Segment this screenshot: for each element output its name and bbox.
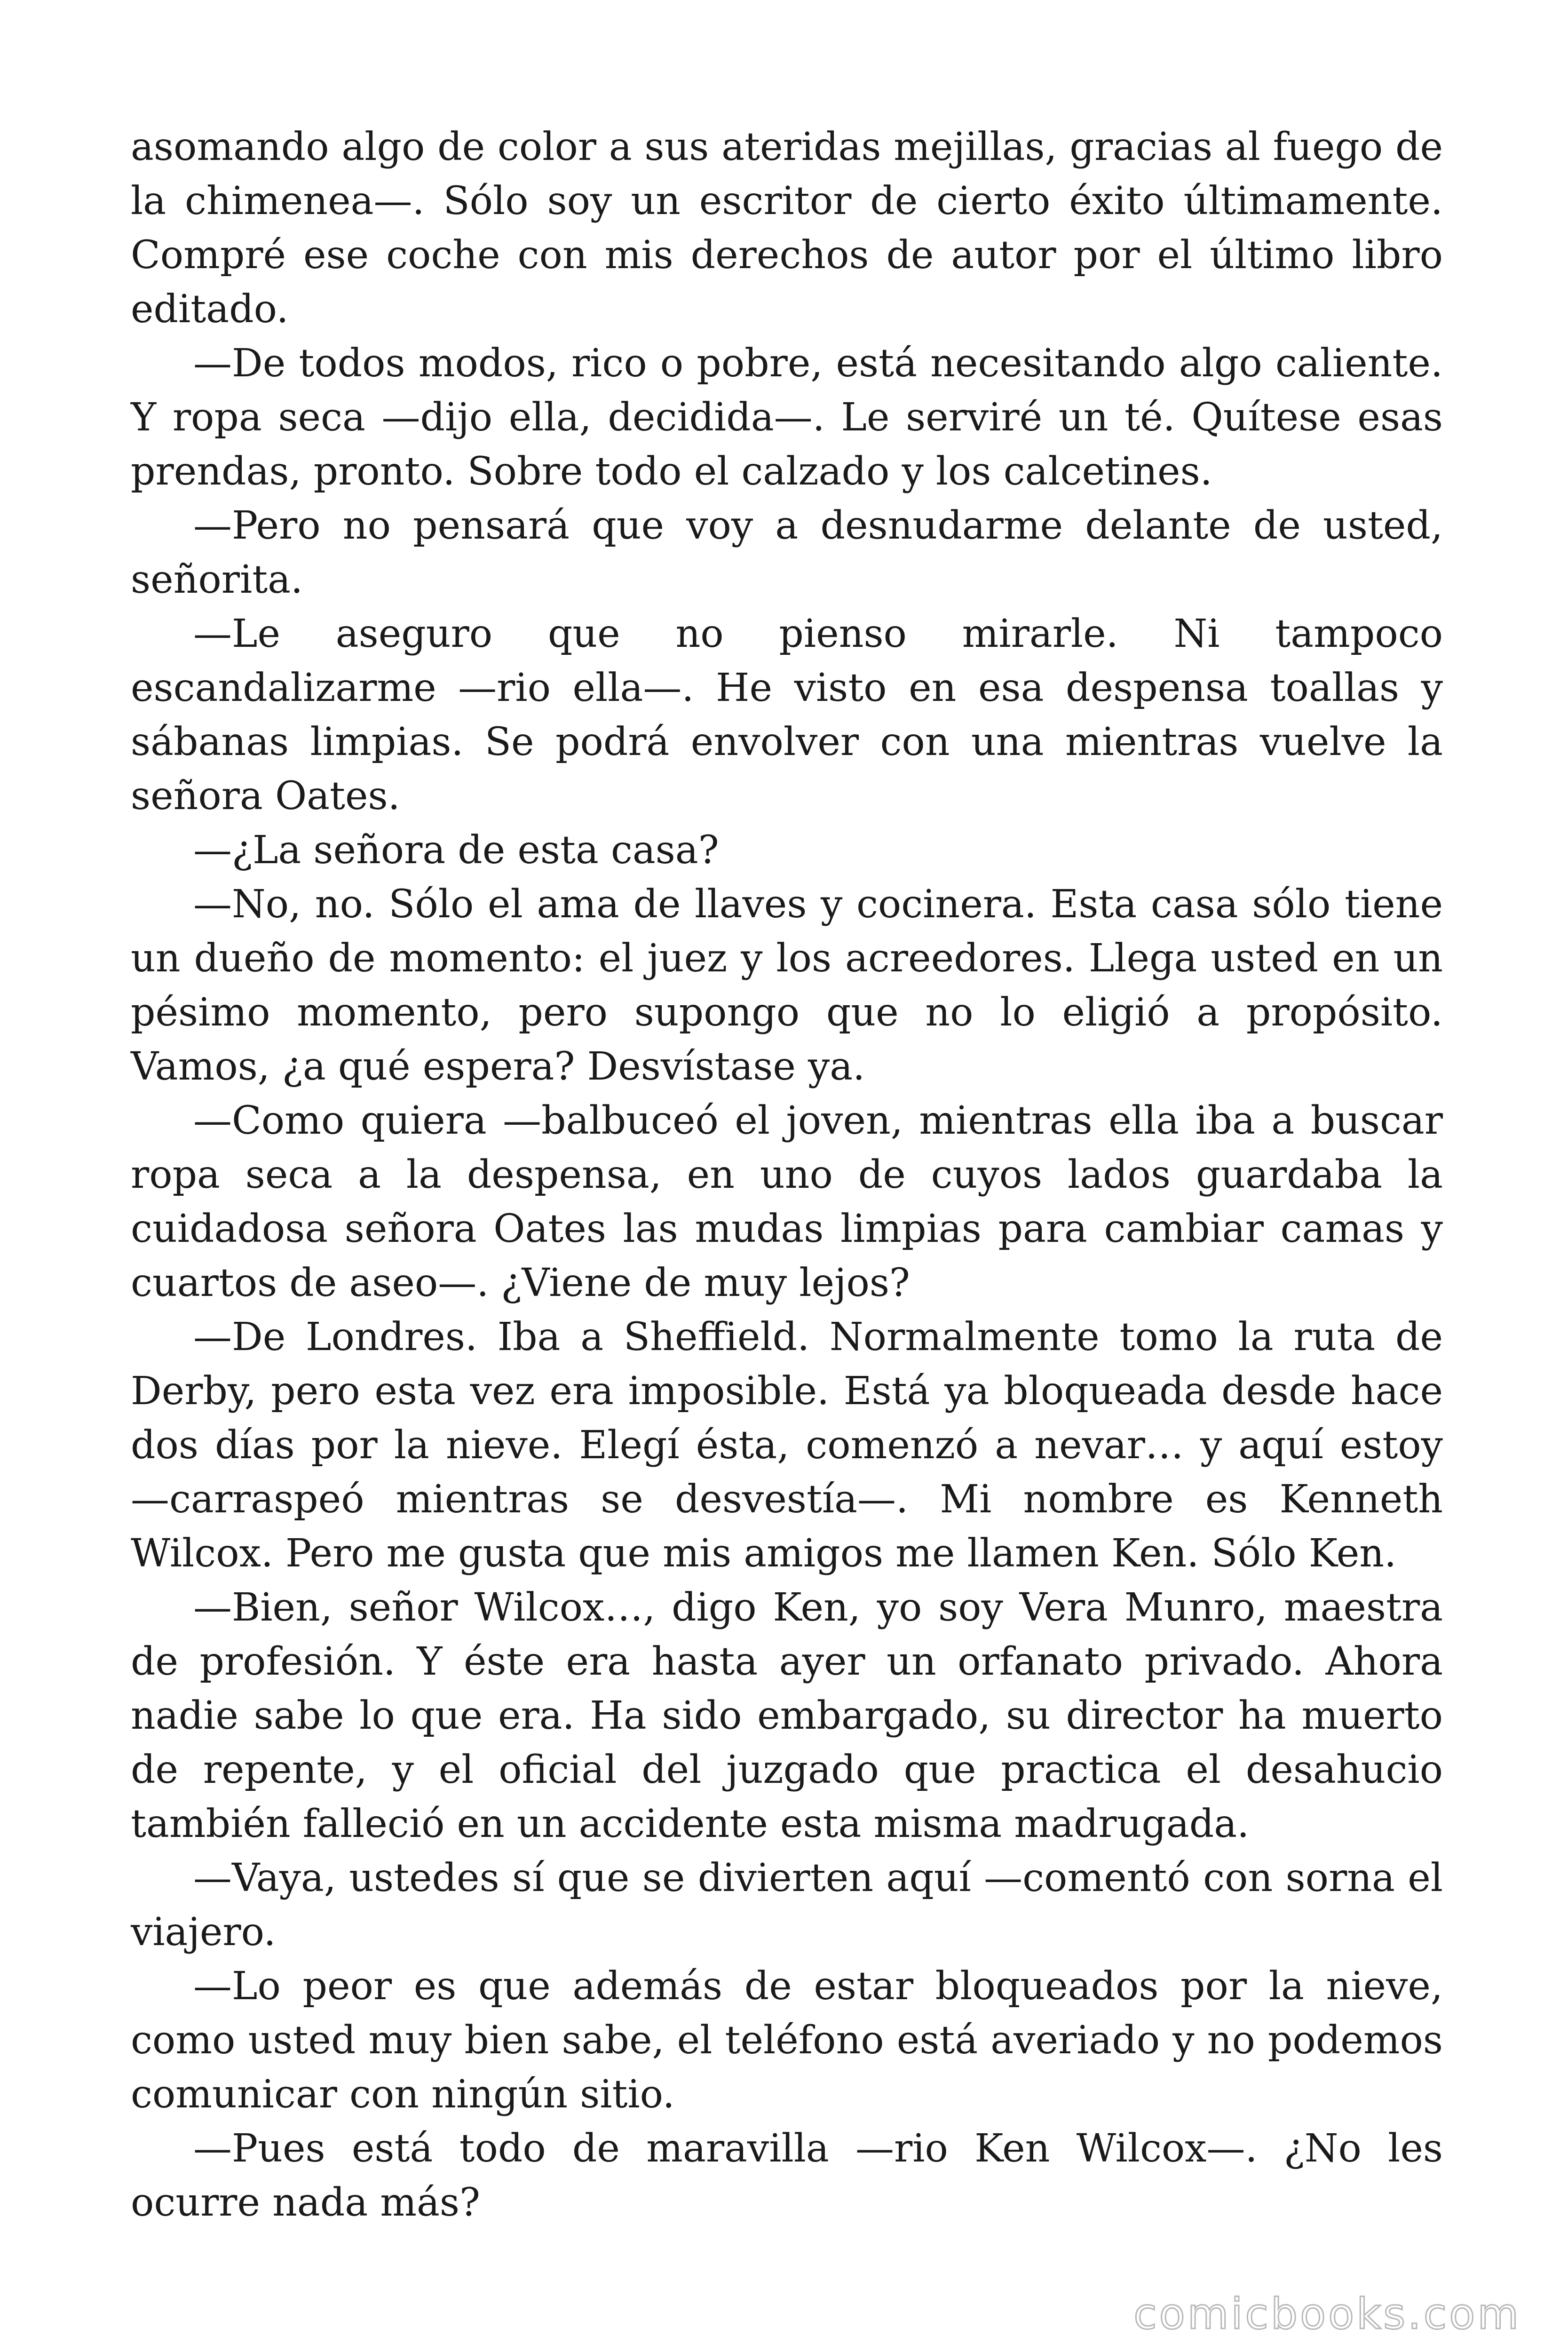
paragraph: —Bien, señor Wilcox…, digo Ken, yo soy Vera Munro, maestra de profesión. Y éste era hasta ayer un orfanato privado. Ahora nadie sabe lo que era. Ha sido embargado, su director ha muerto de repente, y el oficial del juzgado que practica el desahucio también falleció en un accidente esta misma madrugada. [131, 1585, 1443, 1846]
paragraph: —Lo peor es que además de estar bloqueados por la nieve, como usted muy bien sabe, el teléfono está averiado y no podemos comunicar con ningún sitio. [131, 1964, 1443, 2117]
paragraph: asomando algo de color a sus ateridas mejillas, gracias al fuego de la chimenea—. Sólo soy un escritor de cierto éxito últimamente. Compré ese coche con mis derechos de autor por el último libro editado. [131, 125, 1443, 332]
book-page-text [131, 120, 1443, 2230]
paragraph: —De Londres. Iba a Sheffield. Normalmente tomo la ruta de Derby, pero esta vez era imposible. Está ya bloqueada desde hace dos días por la nieve. Elegí ésta, comenzó a nevar… y aquí estoy —carraspeó mientras se desvestía—. Mi nombre es Kenneth Wilcox. Pero me gusta que mis amigos me llamen Ken. Sólo Ken. [131, 1315, 1443, 1576]
paragraph: —¿La señora de esta casa? [193, 828, 719, 873]
paragraph: —Vaya, ustedes sí que se divierten aquí —comentó con sorna el viajero. [131, 1856, 1443, 1955]
paragraph: —No, no. Sólo el ama de llaves y cocinera. Esta casa sólo tiene un dueño de momento: el juez y los acreedores. Llega usted en un pésimo momento, pero supongo que no lo eligió a propósito. Vamos, ¿a qué espera? Desvístase ya. [131, 882, 1443, 1089]
paragraph: —De todos modos, rico o pobre, está necesitando algo caliente. Y ropa seca —dijo ella, decidida—. Le serviré un té. Quítese esas prendas, pronto. Sobre todo el calzado y los calcetines. [131, 341, 1443, 494]
paragraph: —Pero no pensará que voy a desnudarme delante de usted, señorita. [131, 503, 1443, 602]
paragraph: —Le aseguro que no pienso mirarle. Ni tampoco escandalizarme —rio ella—. He visto en esa despensa toallas y sábanas limpias. Se podrá envolver con una mientras vuelve la señora Oates. [131, 612, 1443, 818]
watermark: comicbooks.com [1133, 2289, 1521, 2339]
paragraph: —Pues está todo de maravilla —rio Ken Wilcox—. ¿No les ocurre nada más? [131, 2126, 1443, 2225]
paragraph: —Como quiera —balbuceó el joven, mientras ella iba a buscar ropa seca a la despensa, en uno de cuyos lados guardaba la cuidadosa señora Oates las mudas limpias para cambiar camas y cuartos de aseo—. ¿Viene de muy lejos? [131, 1098, 1443, 1305]
